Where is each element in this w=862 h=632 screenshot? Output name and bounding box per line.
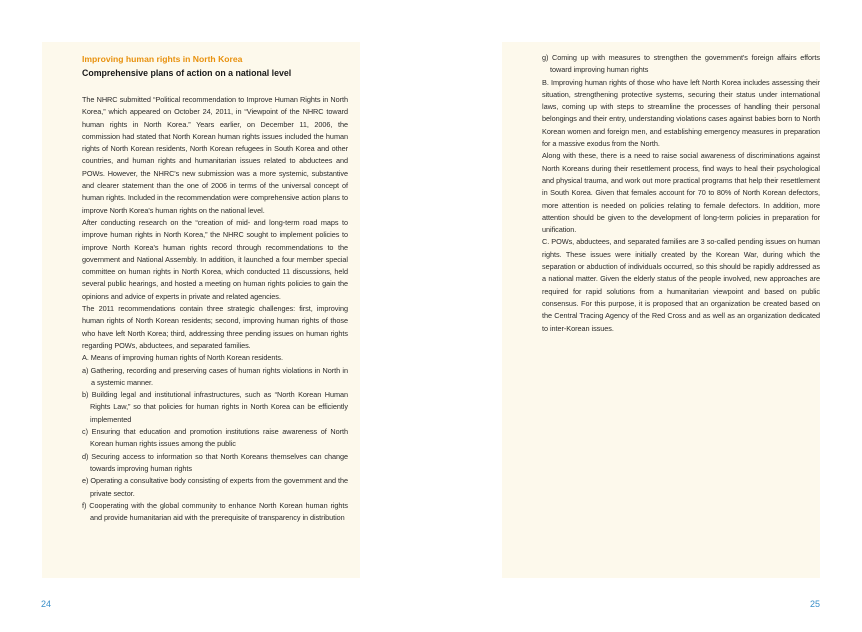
- list-item-d: d) Securing access to information so that North Koreans themselves can change towards improving human rights: [82, 451, 348, 473]
- list-item-g: g) Coming up with measures to strengthen the government's foreign affairs efforts toward improving human rights: [542, 53, 820, 75]
- section-a-heading: A. Means of improving human rights of North Korean residents.: [82, 353, 283, 363]
- paragraph-social-awareness: Along with these, there is a need to raise social awareness of discriminations against North Koreans during their resettlement process, find ways to heal their psychological and physical trauma, and work out more practical programs that help their resettlement in South Korea. Given that females account for 70 to 80% of North Korean defectors, more attention is needed on policies relating to female defectors. In addition, more attention should be given to the development of long-term policies in preparation for unification.: [542, 151, 820, 235]
- list-item-c: c) Ensuring that education and promotion institutions raise awareness of North Korean human rights issues among the public: [82, 427, 348, 449]
- paragraph-road-maps: After conducting research on the “creation of mid- and long-term road maps to improve human rights in North Korea,” the NHRC sought to implement policies to improve North Korea's human rights record through recommendations to the government and National Assembly. In addition, it launched a four member special committee on human rights in North Korea, which conducted 11 discussions, held several public hearings, and hosted a meeting on human rights policies to gain the opinions and advice of experts in private and related agencies.: [82, 217, 348, 301]
- left-page-number: 24: [41, 599, 52, 609]
- left-page: [42, 42, 360, 578]
- paragraph-section-b: B. Improving human rights of those who have left North Korea includes assessing their situation, strengthening protective systems, securing their status under international laws, coming up with steps to streamline the processes of handling their personal belongings and their entry, understanding violations cases against babies born to North Korean women and foreign men, and establishing emergency measures in preparation for a massive exodus from the North.: [542, 77, 820, 149]
- section-title: Improving human rights in North Korea: [82, 54, 243, 64]
- list-item-b: b) Building legal and institutional infrastructures, such as “North Korean Human Rights Law,” so that policies for human rights in North Korea can be efficiently implemented: [82, 390, 348, 424]
- paragraph-section-c: C. POWs, abductees, and separated families are 3 so-called pending issues on human rights. These issues were initially created by the Korean War, during which the separation or abduction of individuals occurred, so this should be rapidly addressed as a national matter. Given the elderly status of the people involved, new approaches are required for rapid solutions from a humanitarian viewpoint and based on public consensus. For this purpose, it is proposed that an organization be created based on the Central Tracing Agency of the Red Cross and as well as an organization dedicated to inter-Korean issues.: [542, 237, 820, 333]
- list-item-a: a) Gathering, recording and preserving cases of human rights violations in North in a systemic manner.: [82, 365, 348, 387]
- list-item-f: f) Cooperating with the global community to enhance North Korean human rights and provide humanitarian aid with the prerequisite of transparency in distribution: [82, 500, 348, 523]
- right-page-number: 25: [810, 599, 821, 609]
- paragraph-nhrc-submission: The NHRC submitted “Political recommendation to Improve Human Rights in North Korea,” which appeared on October 24, 2011, in “Viewpoint of the NHRC toward human rights in North Korea.” Years earlier, on December 11, 2006, the commission had stated that North Korean human rights issues included the human rights of North Korean residents, North Korean refugees in South Korea and other countries, and human rights and humanitarian issues related to abductees and POWs. However, the NHRC's new submission was a more systemic, substantive and clearer statement than the one of 2006 in terms of the universal concept of human rights. Included in the recommendation were comprehensive action plans to improve North Korea's human rights on the national level.: [82, 95, 348, 215]
- list-item-e: e) Operating a consultative body consisting of experts from the government and the private sector.: [82, 476, 348, 498]
- section-subtitle: Comprehensive plans of action on a national level: [82, 68, 292, 78]
- paragraph-strategic-challenges: The 2011 recommendations contain three strategic challenges: first, improving human rights of North Korean residents; second, improving human rights of those who have left North Korea; third, addressing three pending issues on human rights regarding POWs, abductees, and separated families.: [82, 304, 348, 350]
- right-page: [502, 42, 820, 578]
